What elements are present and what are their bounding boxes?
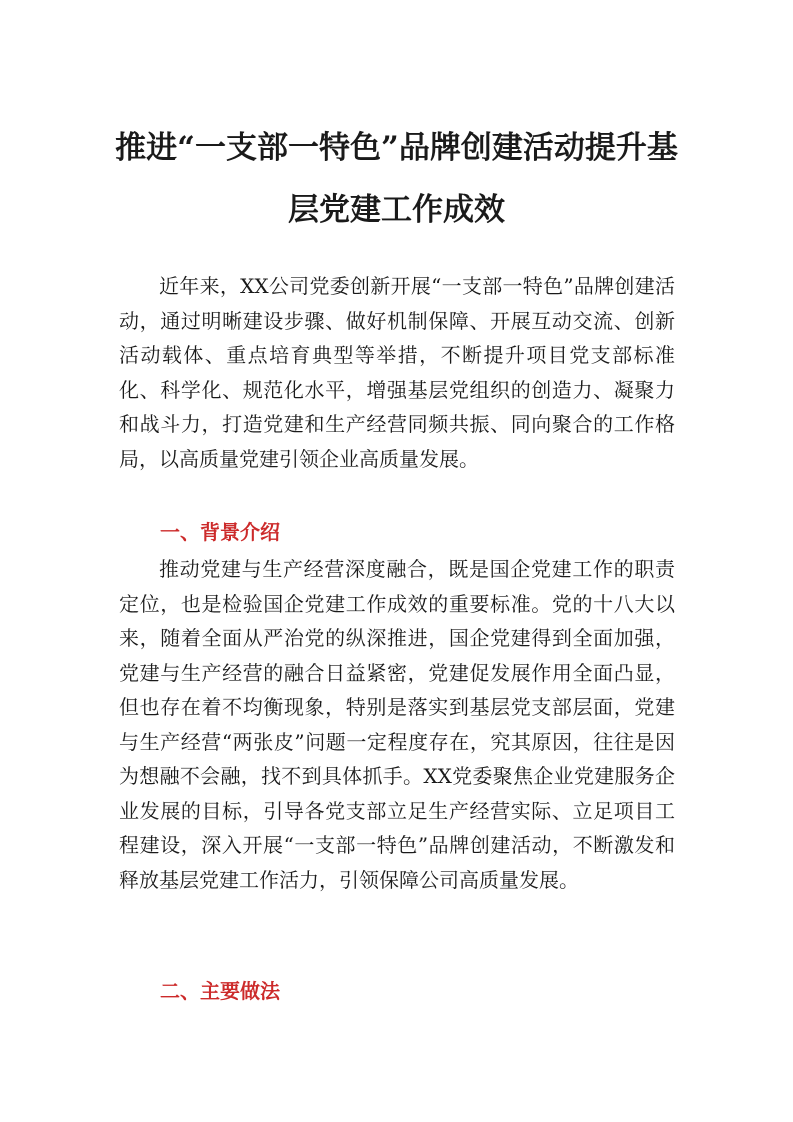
document-title-line-2: 层党建工作成效 [288, 192, 505, 228]
background-paragraph: 推动党建与生产经营深度融合，既是国企党建工作的职责定位，也是检验国企党建工作成效的重要标准。党的十八大以来，随着全面从严治党的纵深推进，国企党建得到全面加强，党建与生产经营的融合日益紧密，党建促发展作用全面凸显，但也存在着不均衡现象，特别是落实到基层党支部层面，党建与生产经营“两张皮”问题一定程度存在，究其原因，往往是因为想融不会融，找不到具体抓手。XX党委聚焦企业党建服务企业发展的目标，引导各党支部立足生产经营实际、立足项目工程建设，深入开展“一支部一特色”品牌创建活动，不断激发和释放基层党建工作活力，引领保障公司高质量发展。 [119, 557, 675, 892]
intro-paragraph: 近年来，XX公司党委创新开展“一支部一特色”品牌创建活动，通过明晰建设步骤、做好机制保障、开展互动交流、创新活动载体、重点培育典型等举措，不断提升项目党支部标准化、科学化、规范化水平，增强基层党组织的创造力、凝聚力和战斗力，打造党建和生产经营同频共振、同向聚合的工作格局，以高质量党建引领企业高质量发展。 [119, 274, 675, 471]
section-heading-main-practices: 二、主要做法 [160, 979, 280, 1003]
section-heading-background: 一、背景介绍 [160, 520, 280, 544]
document-title-line-1: 推进“一支部一特色”品牌创建活动提升基 [115, 130, 678, 166]
